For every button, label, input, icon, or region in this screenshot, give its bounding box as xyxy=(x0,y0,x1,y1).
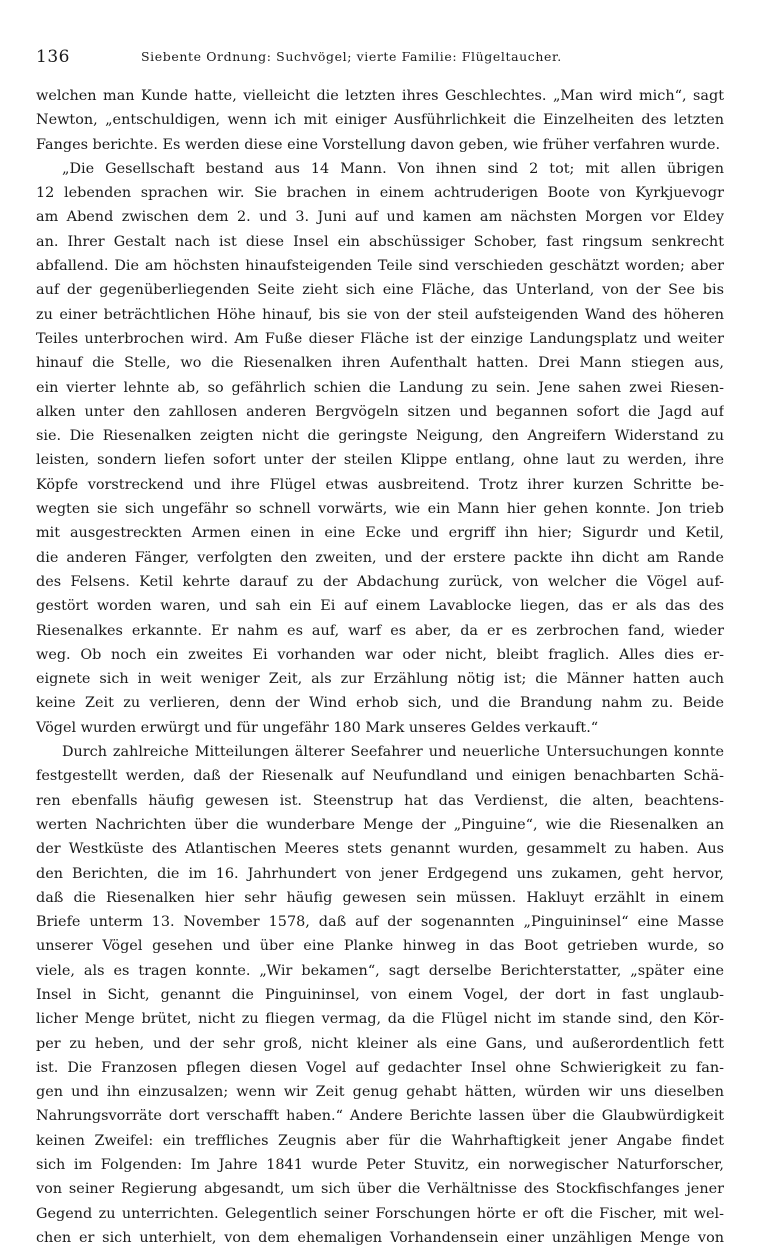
text-line: keinen Zweifel: ein treffliches Zeugnis aber für die Wahrhaftigkeit jener Angabe findet xyxy=(36,1132,724,1149)
text-line: Nahrungsvorräte dort verschafft haben.“ Andere Berichte lassen über die Glaubwürdigkeit xyxy=(36,1108,724,1125)
text-line: Fanges berichte. Es werden diese eine Vorstellung davon geben, wie früher verfahren wurde. xyxy=(36,136,721,153)
text-line: Gegend zu unterrichten. Gelegentlich seiner Forschungen hörte er oft die Fischer, mit wel- xyxy=(36,1205,724,1222)
text-line: leisten, sondern liefen sofort unter der steilen Klippe entlang, ohne laut zu werden, ihre xyxy=(36,452,724,469)
text-line: an. Ihrer Gestalt nach ist diese Insel ein abschüssiger Schober, fast ringsum senkrecht xyxy=(36,233,724,250)
text-line: Briefe unterm 13. November 1578, daß auf der sogenannten „Pinguininsel“ eine Masse xyxy=(36,914,724,931)
text-line: daß die Riesenalken hier sehr häufig gewesen sein müssen. Hakluyt erzählt in einem xyxy=(36,889,724,906)
text-line: werten Nachrichten über die wunderbare Menge der „Pinguine“, wie die Riesenalken an xyxy=(36,816,724,833)
text-line: Newton, „entschuldigen, wenn ich mit einiger Ausführlichkeit die Einzelheiten des letzten xyxy=(36,112,724,129)
text-line: der Westküste des Atlantischen Meeres stets genannt wurden, gesammelt zu haben. Aus xyxy=(36,841,724,858)
text-line: den Berichten, die im 16. Jahrhundert von jener Erdgegend uns zukamen, geht hervor, xyxy=(36,865,724,882)
text-line: keine Zeit zu verlieren, denn der Wind erhob sich, und die Brandung nahm zu. Beide xyxy=(36,695,724,712)
body-text xyxy=(36,84,724,1250)
text-line: „Die Gesellschaft bestand aus 14 Mann. Von ihnen sind 2 tot; mit allen übrigen xyxy=(62,160,724,177)
page-number: 136 xyxy=(36,47,70,67)
text-line: per zu heben, und der sehr groß, nicht kleiner als eine Gans, und außerordentlich fett xyxy=(36,1035,724,1052)
text-line: auf der gegenüberliegenden Seite zieht sich eine Fläche, das Unterland, von der See bis xyxy=(36,282,724,299)
text-line: sie. Die Riesenalken zeigten nicht die geringste Neigung, den Angreifern Widerstand zu xyxy=(36,428,724,445)
text-line: ren ebenfalls häufig gewesen ist. Steenstrup hat das Verdienst, die alten, beachtens- xyxy=(36,792,724,809)
text-line: viele, als es tragen konnte. „Wir bekamen“, sagt derselbe Berichterstatter, „später eine xyxy=(36,962,724,979)
text-line: chen er sich unterhielt, von dem ehemaligen Vorhandensein einer unzähligen Menge von xyxy=(36,1229,724,1246)
page-header xyxy=(36,46,729,68)
text-line: Durch zahlreiche Mitteilungen älterer Seefahrer und neuerliche Untersuchungen konnte xyxy=(62,744,724,761)
text-line: sich im Folgenden: Im Jahre 1841 wurde Peter Stuvitz, ein norwegischer Naturforscher, xyxy=(36,1157,724,1174)
text-line: gestört worden waren, und sah ein Ei auf einem Lavablocke liegen, das er als das des xyxy=(36,598,724,615)
text-line: ist. Die Franzosen pflegen diesen Vogel auf gedachter Insel ohne Schwierigkeit zu fan- xyxy=(36,1059,724,1076)
text-line: gen und ihn einzusalzen; wenn wir Zeit genug gehabt hätten, würden wir uns dieselben xyxy=(36,1084,724,1101)
text-line: weg. Ob noch ein zweites Ei vorhanden war oder nicht, bleibt fraglich. Alles dies er- xyxy=(36,646,724,663)
text-line: festgestellt werden, daß der Riesenalk auf Neufundland und einigen benachbarten Schä- xyxy=(36,768,724,785)
text-line: Vögel wurden erwürgt und für ungefähr 180 Mark unseres Geldes verkauft.“ xyxy=(36,719,599,736)
text-line: 12 lebenden sprachen wir. Sie brachen in einem achtruderigen Boote von Kyrkjuevogr xyxy=(36,185,724,202)
text-line: Köpfe vorstreckend und ihre Flügel etwas ausbreitend. Trotz ihrer kurzen Schritte be- xyxy=(36,476,724,493)
text-line: alken unter den zahllosen anderen Bergvögeln sitzen und begannen sofort die Jagd auf xyxy=(36,403,724,420)
text-line: unserer Vögel gesehen und über eine Planke hinweg in das Boot getrieben wurde, so xyxy=(36,938,724,955)
text-line: Insel in Sicht, genannt die Pinguininsel, von einem Vogel, der dort in fast unglaub- xyxy=(36,986,724,1003)
text-line: wegten sie sich ungefähr so schnell vorwärts, wie ein Mann hier gehen konnte. Jon trieb xyxy=(36,501,724,518)
text-line: welchen man Kunde hatte, vielleicht die letzten ihres Geschlechtes. „Man wird mich“, sagt xyxy=(36,88,724,104)
text-line: von seiner Regierung abgesandt, um sich über die Verhältnisse des Stockfischfanges jener xyxy=(36,1181,724,1198)
text-line: des Felsens. Ketil kehrte darauf zu der Abdachung zurück, von welcher die Vögel auf- xyxy=(36,573,724,590)
text-line: mit ausgestreckten Armen einen in eine Ecke und ergriff ihn hier; Sigurdr und Ketil, xyxy=(36,525,724,542)
text-line: zu einer beträchtlichen Höhe hinauf, bis sie von der steil aufsteigenden Wand des höheren xyxy=(36,306,724,323)
text-line: abfallend. Die am höchsten hinaufsteigenden Teile sind verschieden geschätzt worden; aber xyxy=(36,258,724,275)
text-line: am Abend zwischen dem 2. und 3. Juni auf und kamen am nächsten Morgen vor Eldey xyxy=(36,209,724,226)
text-line: ein vierter lehnte ab, so gefährlich schien die Landung zu sein. Jene sahen zwei Riesen- xyxy=(36,379,724,396)
text-line: Riesenalkes erkannte. Er nahm es auf, warf es aber, da er es zerbrochen fand, wieder xyxy=(36,622,724,639)
text-line: die anderen Fänger, verfolgten den zweiten, und der erstere packte ihn dicht am Rande xyxy=(36,549,724,566)
text-line: eignete sich in weit weniger Zeit, als zur Erzählung nötig ist; die Männer hatten auch xyxy=(36,671,724,688)
text-line: hinauf die Stelle, wo die Riesenalken ihren Aufenthalt hatten. Drei Mann stiegen aus, xyxy=(36,355,724,372)
running-head: Siebente Ordnung: Suchvögel; vierte Familie: Flügeltaucher. xyxy=(141,49,562,64)
text-line: licher Menge brütet, nicht zu fliegen vermag, da die Flügel nicht im stande sind, den Kör- xyxy=(36,1011,724,1028)
text-line: Teiles unterbrochen wird. Am Fuße dieser Fläche ist der einzige Landungsplatz und weiter xyxy=(36,330,724,347)
